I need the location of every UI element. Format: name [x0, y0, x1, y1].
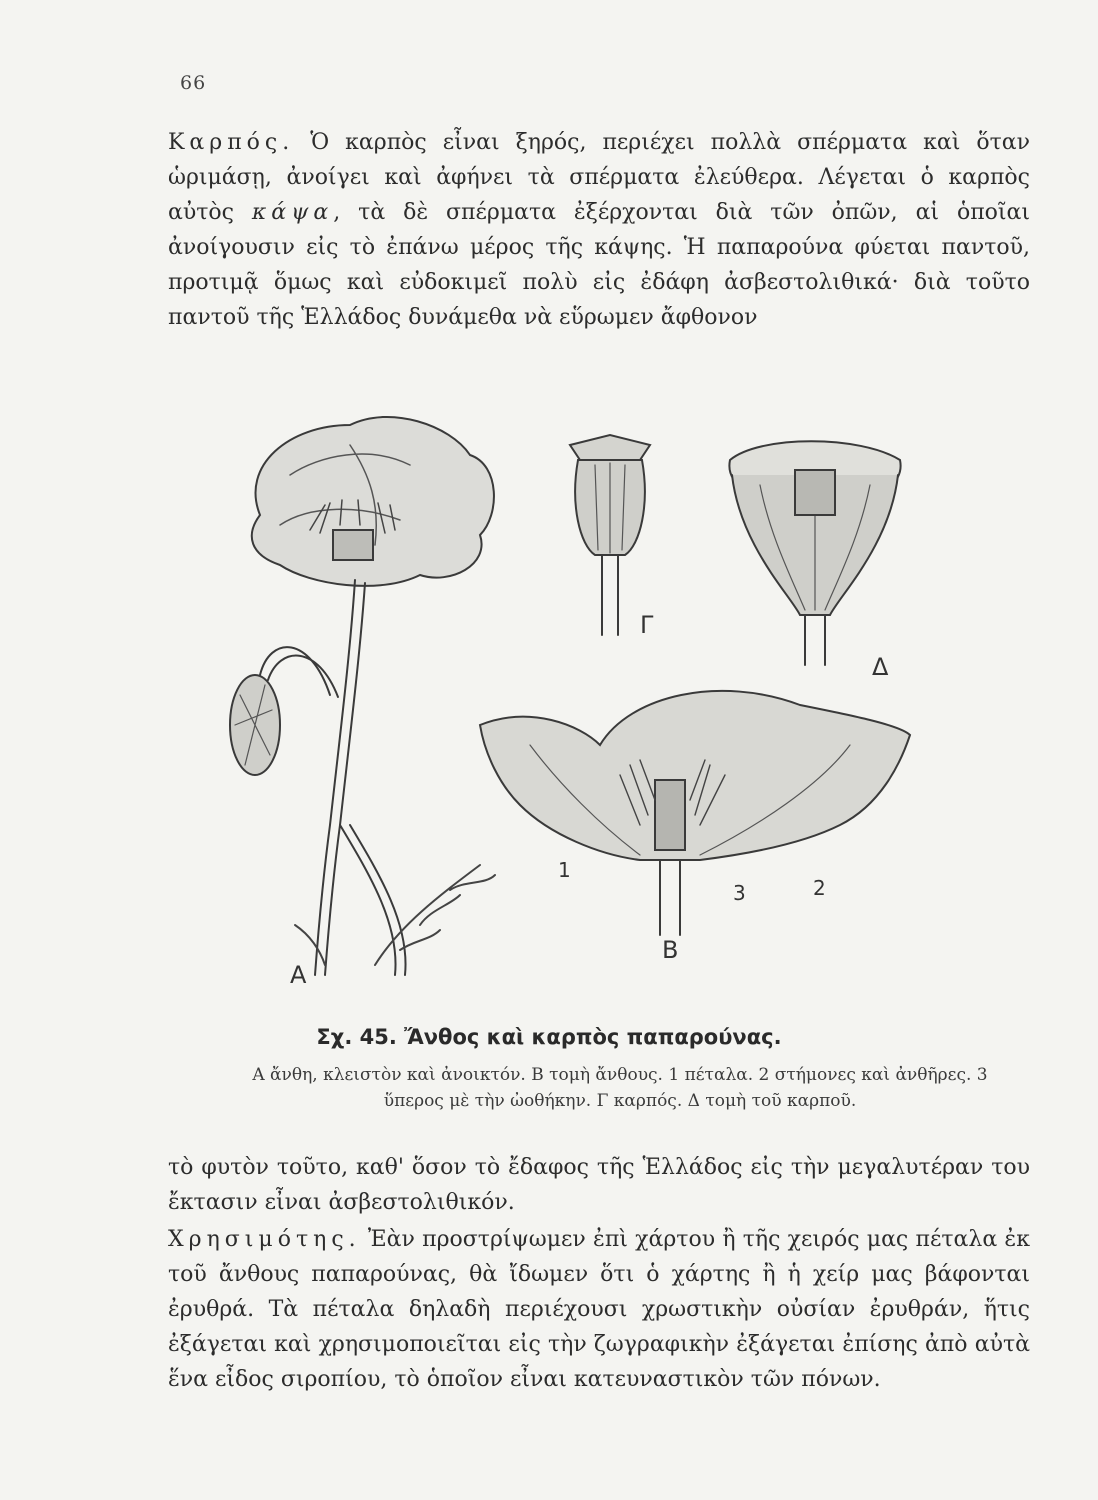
open-flower-drawing — [252, 417, 494, 975]
paragraph-usefulness-text: Ἐὰν προστρίψωμεν ἐπὶ χάρτου ἢ τῆς χειρός μας πέταλα ἐκ τοῦ ἄνθους παπαρούνας, θὰ ἴδωμεν ὅτι ὁ χάρτης ἢ ἡ χείρ μας βάφονται ἐρυθρά. Τὰ πέταλα δηλαδὴ περιέχουσι χρωστικὴν οὐσίαν ἐρυθράν, ἥτις ἐξάγεται καὶ χρησιμοποιεῖται εἰς τὴν ζωγραφικὴν ἐξάγεται ἐπίσης ἀπὸ αὐτὰ ἕνα εἶδος σιροπίου, τὸ ὁποῖον εἶναι κατευναστικὸν τῶν πόνων. — [168, 1227, 1030, 1392]
label-2: 2 — [813, 876, 826, 900]
paragraph-usefulness — [168, 1222, 1030, 1397]
label-1: 1 — [558, 858, 571, 882]
label-D: Δ — [872, 653, 889, 681]
paragraph-soil: τὸ φυτὸν τοῦτο, καθ' ὅσον τὸ ἔδαφος τῆς Ἑλλάδος εἰς τὴν μεγαλυτέραν του ἔκτασιν εἶναι ἀσβεστολιθικόν. — [168, 1155, 1030, 1215]
figure-caption-body: Α ἄνθη, κλειστὸν καὶ ἀνοικτόν. Β τομὴ ἄνθους. 1 πέταλα. 2 στήμονες καὶ ἀνθῆρες. 3 ὕπερος μὲ τὴν ὠοθήκην. Γ καρπός. Δ τομὴ τοῦ καρποῦ. — [252, 1065, 988, 1111]
flower-section-drawing — [480, 691, 910, 935]
capsule-drawing — [570, 435, 650, 635]
label-3: 3 — [733, 881, 746, 905]
heading-fruit: Καρπός. — [168, 130, 295, 155]
poppy-illustration — [200, 405, 920, 995]
figure-caption-title: Σχ. 45. Ἄνθος καὶ καρπὸς παπαρούνας. — [316, 1025, 782, 1049]
page-number: 66 — [180, 72, 207, 94]
paragraph-fruit-text-2: , τὰ δὲ σπέρματα ἐξέρχονται διὰ τῶν ὀπῶν, αἱ ὁποῖαι ἀνοίγουσιν εἰς τὸ ἐπάνω μέρος τῆς κάψης. Ἡ παπαρούνα φύεται παντοῦ, προτιμᾷ ὅμως καὶ εὐδοκιμεῖ πολὺ εἰς ἐδάφη ἀσβεστολιθικά· διὰ τοῦτο παντοῦ τῆς Ἑλλάδος δυνάμεθα νὰ εὕρωμεν ἄφθονον — [168, 200, 1031, 330]
paragraph-fruit — [168, 125, 1030, 335]
term-capsule: κάψα — [251, 200, 334, 225]
label-G: Γ — [640, 611, 654, 639]
closed-bud-drawing — [230, 647, 406, 975]
label-A: Α — [290, 961, 307, 989]
paragraph-fruit-text: Ὁ καρπὸς εἶναι ξηρός, περιέχει πολλὰ σπέρματα καὶ ὅταν ὡριμάσῃ, ἀνοίγει καὶ ἀφήνει τὰ σπέρματα ἐλεύθερα. Λέγεται ὁ καρπὸς αὐτὸς — [168, 130, 1030, 225]
leaf-drawing — [375, 865, 495, 965]
capsule-section-drawing — [729, 441, 900, 665]
label-B: Β — [662, 936, 679, 964]
heading-usefulness: Χρησιμότης. — [168, 1227, 361, 1252]
